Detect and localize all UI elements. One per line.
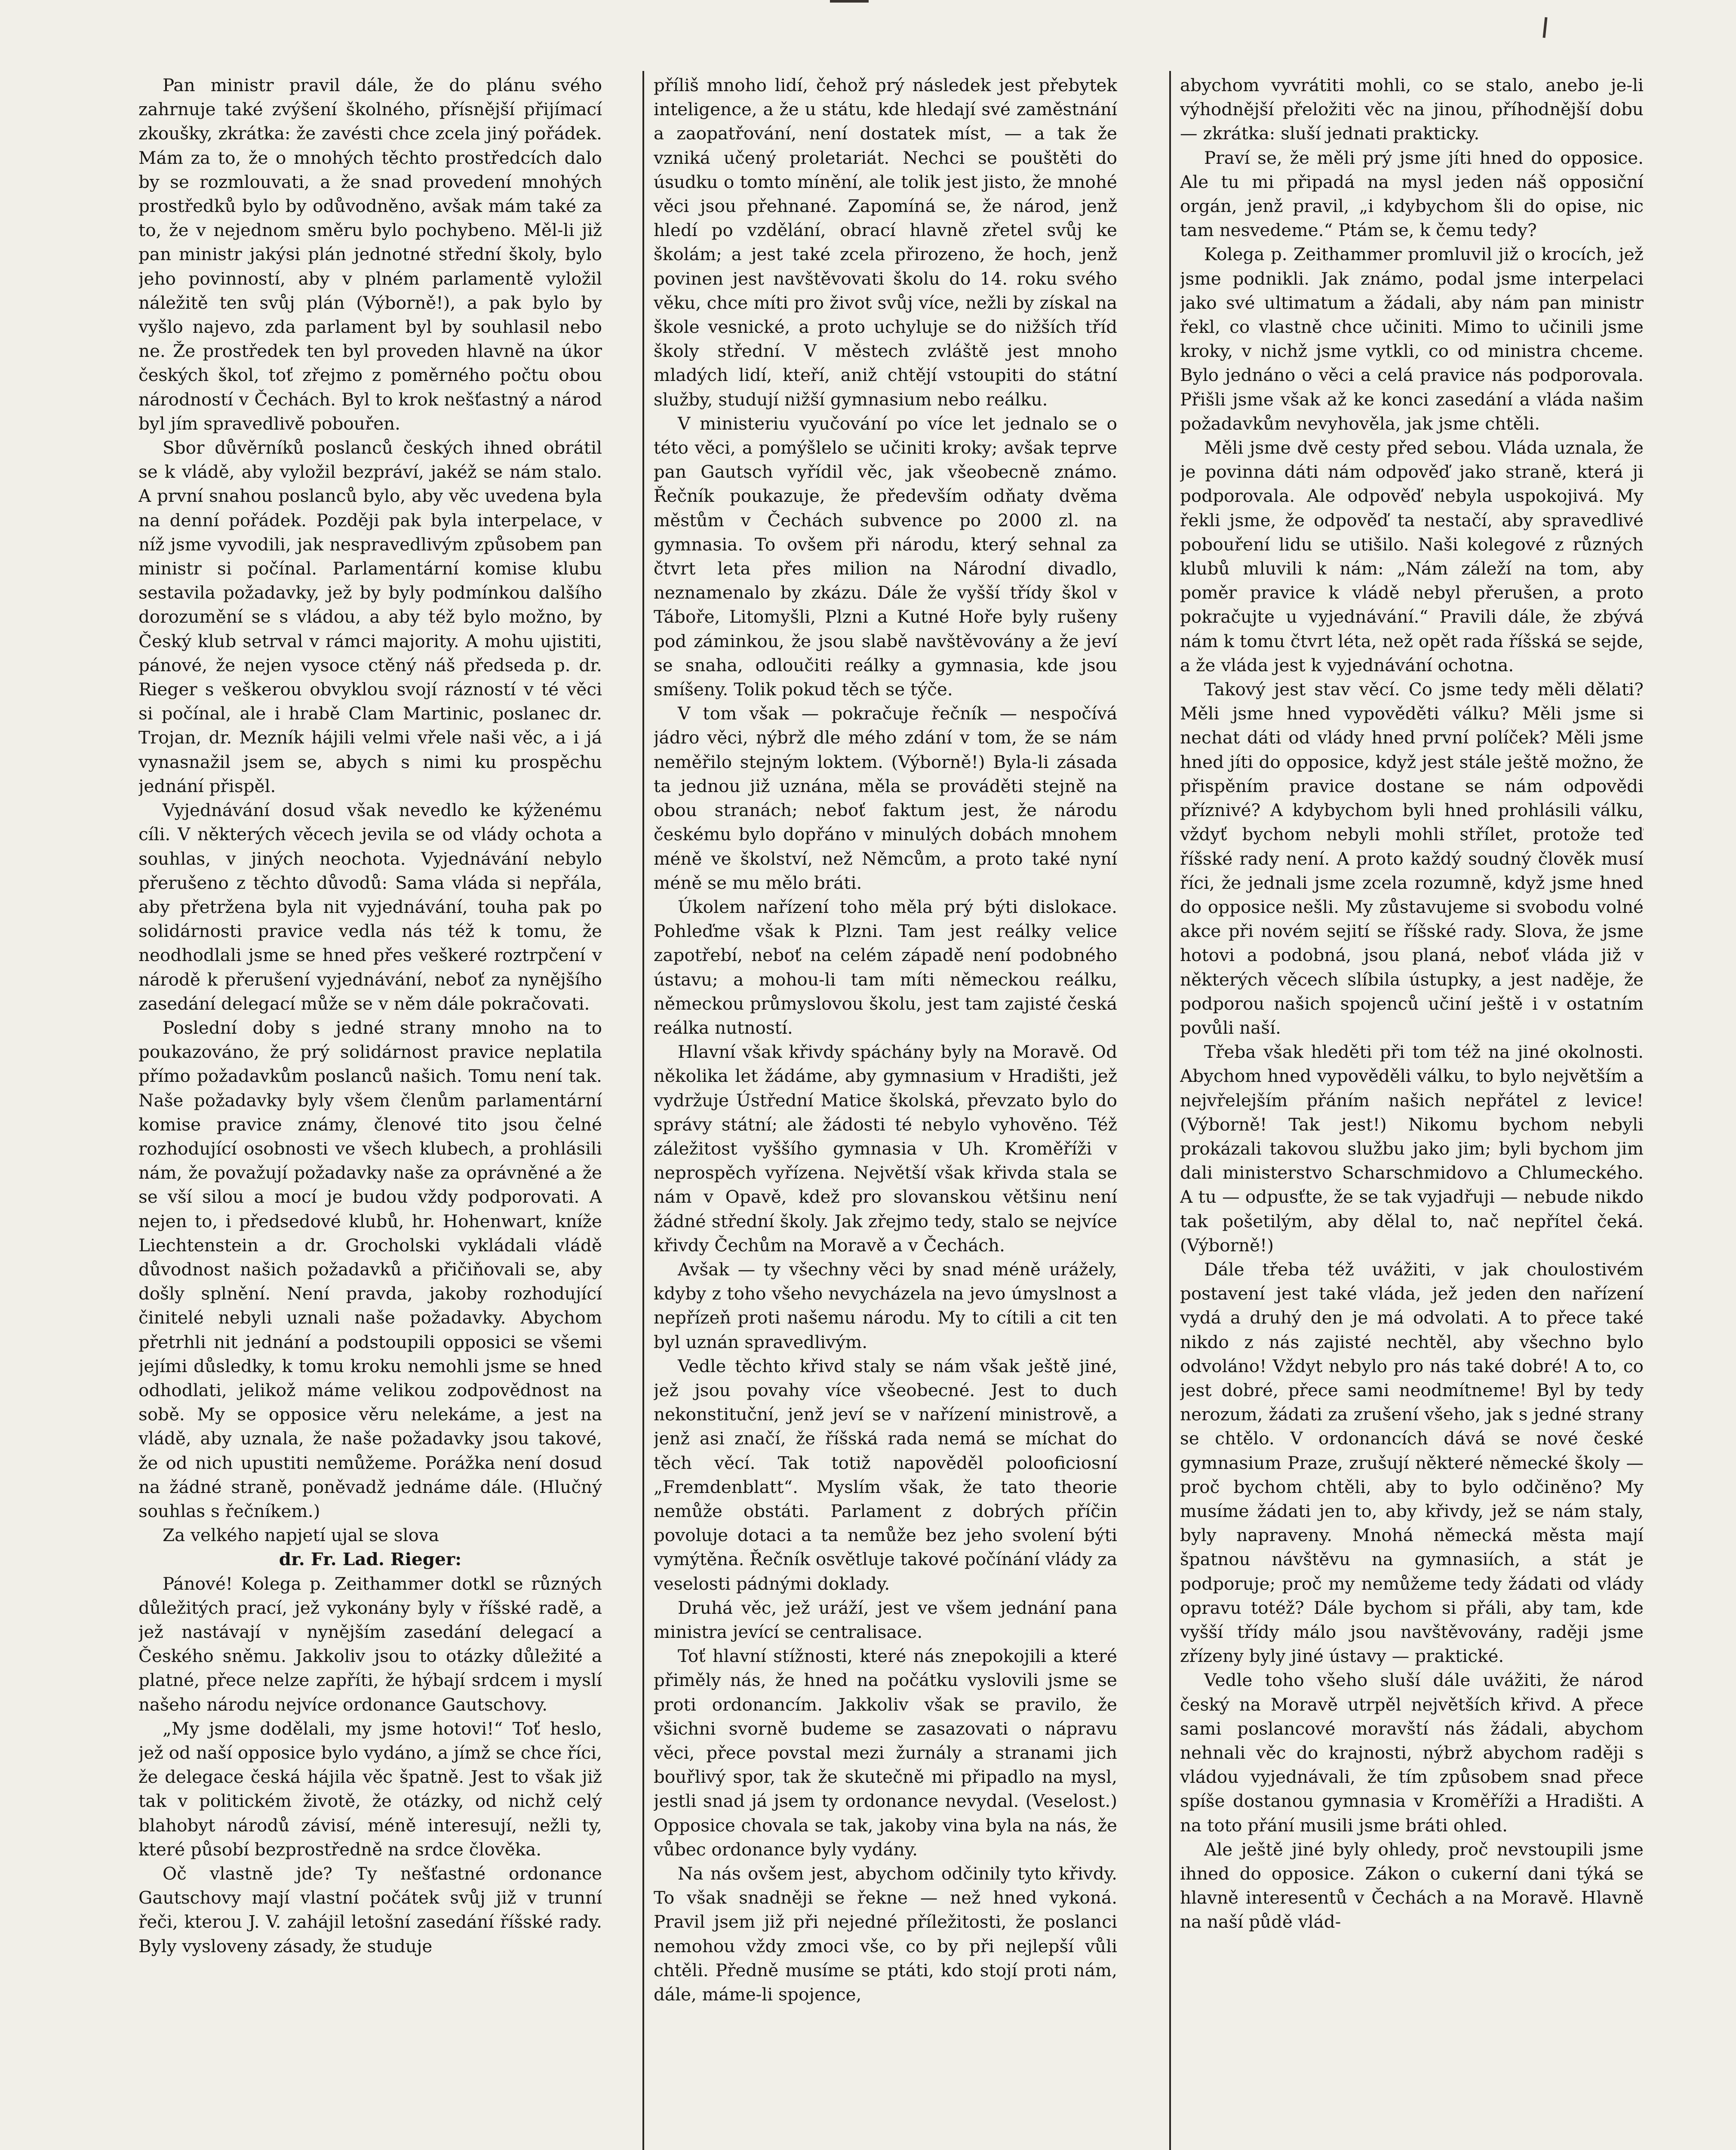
article-paragraph: Toť hlavní stížnosti, které nás znepokojili a které přiměly nás, že hned na počátku vyslovili jsme se proti ordonancím. Jakkoliv však se pravilo, že všichni svorně budeme se zasazovati o nápravu věci, přece povstal mezi žurnály a stranami jich bouřlivý spor, tak že skutečně mi připadlo na mysl, jestli snad já jsem ty ordonance nevydal. (Veselost.) Opposice chovala se tak, jakoby vina byla na nás, že vůbec ordonance byly vydány. [654, 1646, 1117, 1860]
article-paragraph: Pan ministr pravil dále, že do plánu svého zahrnuje také zvýšení školného, přísnější přijímací zkoušky, zkrátka: že zavésti chce zcela jiný pořádek. Mám za to, že o mnohých těchto prostředcích dalo by se rozmlouvati, a že snad provedení mnohých prostředků bylo by odůvodněno, avšak mám také za to, že v nejednom směru bylo pochybeno. Měl-li již pan ministr jakýsi plán jednotné střední školy, bylo jeho povinností, aby v plném parlamentě vyložil náležitě ten svůj plán (Výborně!), a pak bylo by vyšlo najevo, zda parlament byl by souhlasil nebo ne. Že prostředek ten byl proveden hlavně na úkor českých škol, toť zřejmo z poměrného počtu obou národností v Čechách. Byl to krok nešťastný a národ byl jím spravedlivě pobouřen. [138, 75, 602, 434]
article-paragraph: Oč vlastně jde? Ty nešťastné ordonance Gautschovy mají vlastní počátek svůj již v trunní řeči, kterou J. V. zahájil letošní zasedání říšské rady. Byly vysloveny zásady, že studuje [138, 1863, 602, 1956]
text-column-middle [654, 73, 1117, 2150]
article-paragraph: Poslední doby s jedné strany mnoho na to poukazováno, že prý solidárnost pravice neplatila přímo požadavkům poslanců našich. Tomu není tak. Naše požadavky byly všem členům parlamentární komise pravice známy, členové tito jsou čelné rozhodující osobnosti ve všech klubech, a prohlásili nám, že považují požadavky naše za oprávněné a že se vší silou a mocí je budou vždy podporovati. A nejen to, i předsedové klubů, hr. Hohenwart, kníže Liechtenstein a dr. Grocholski vykládali vládě důvodnost našich požadavků a přičiňovali se, aby došly splnění. Není pravda, jakoby rozhodující činitelé nebyli uznali naše požadavky. Abychom přetrhli nit jednání a podstoupili opposici se všemi jejími důsledky, k tomu kroku nemohli jsme se hned odhodlati, jelikož máme velikou zodpovědnost na sobě. My se opposice věru nelekáme, a jest na vládě, aby uznala, že naše požadavky jsou takové, že od nich upustiti nemůžeme. Porážka není dosud na žádné straně, poněvadž jednáme dále. (Hlučný souhlas s řečníkem.) [138, 1017, 602, 1521]
article-paragraph: Na nás ovšem jest, abychom odčinily tyto křivdy. To však snadněji se řekne — než hned vykoná. Pravil jsem již při nejedné příležitosti, že poslanci nemohou vždy zmoci vše, co by při nejlepší vůli chtěli. Předně musíme se ptáti, kdo stojí proti nám, dále, máme-li spojence, [654, 1863, 1117, 2005]
article-paragraph: Měli jsme dvě cesty před sebou. Vláda uznala, že je povinna dáti nám odpověď jako straně, která ji podporovala. Ale odpověď nebyla uspokojivá. My řekli jsme, že odpověď ta nestačí, aby spravedlivé pobouření lidu se utišilo. Naši kolegové z různých klubů mluvili k nám: „Nám záleží na tom, aby poměr pravice k vládě nebyl přerušen, a proto pokračujte u vyjednávání.“ Pravili dále, že zbývá nám k tomu čtvrt léta, než opět rada říšská se sejde, a že vláda jest k vyjednávání ochotna. [1180, 437, 1644, 676]
article-paragraph: Úkolem nařízení toho měla prý býti dislokace. Pohleďme však k Plzni. Tam jest reálky velice zapotřebí, neboť na celém západě není podobného ústavu; a mohou-li tam míti německou reálku, německou průmyslovou školu, jest tam zajisté česká reálka nutností. [654, 896, 1117, 1038]
article-paragraph: Pánové! Kolega p. Zeithammer dotkl se různých důležitých prací, jež vykonány byly v říšské radě, a jež nastávají v nynějším zasedání delegací a Českého sněmu. Jakkoliv jsou to otázky důležité a platné, přece nelze zapříti, že hýbají srdcem i myslí našeho národu nejvíce ordonance Gautschovy. [138, 1573, 602, 1715]
article-paragraph: Třeba však hleděti při tom též na jiné okolnosti. Abychom hned vypověděli válku, to bylo největším a nejvřelejším přáním našich nepřátel z levice! (Výborně! Tak jest!) Nikomu bychom nebyli prokázali takovou službu jako jim; byli bychom jim dali ministerstvo Scharschmidovo a Chlumeckého. A tu — odpusťte, že se tak vyjadřuji — nebude nikdo tak pošetilým, aby dělal to, nač nepřítel čeká. (Výborně!) [1180, 1041, 1644, 1256]
article-paragraph: Druhá věc, jež uráží, jest ve všem jednání pana ministra jevící se centralisace. [654, 1597, 1117, 1642]
text-column-right [1180, 73, 1644, 2150]
speaker-heading: dr. Fr. Lad. Rieger: [279, 1549, 462, 1570]
article-paragraph: Takový jest stav věcí. Co jsme tedy měli dělati? Měli jsme hned vypověděti válku? Měli jsme si nechat dáti od vlády hned první políček? Měli jsme hned jíti do opposice, když jest stále ještě možno, že přispěním pravice dostane se nám odpovědi příznivé? A kdybychom byli hned prohlásili válku, vždyť bychom nebyli mohli střílet, protože teď říšské rady není. A proto každý soudný člověk musí říci, že jednali jsme zcela rozumně, když jsme hned do opposice nešli. My zůstavujeme si svobodu volné akce při novém sejití se říšské rady. Slova, že jsme hotovi a podobná, jsou planá, neboť vláda již v některých věcech slíbila ústupky, a jest naděje, že podporou našich spojenců učiní ještě i v ostatním povůli naší. [1180, 679, 1644, 1038]
article-paragraph: Vedle těchto křivd staly se nám však ještě jiné, jež jsou povahy více všeobecné. Jest to duch nekonstituční, jenž jeví se v nařízení ministrově, a jenž asi značí, že říšská rada nemá se míchat do těch věcí. Tak totiž napověděl polooficiosní „Fremdenblatt“. Myslím však, že tato theorie nemůže obstáti. Parlament z dobrých příčin povoluje dotaci a ta nemůže bez jeho svolení býti vymýtěna. Řečník osvětluje takové počínání vlády za veselosti pádnými doklady. [654, 1355, 1117, 1594]
article-paragraph: Kolega p. Zeithammer promluvil již o krocích, jež jsme podnikli. Jak známo, podal jsme interpelaci jako své ultimatum a žádali, aby nám pan ministr řekl, co vlastně chce učiniti. Mimo to učinili jsme kroky, v nichž jsme vytkli, co od ministra chceme. Bylo jednáno o věci a celá pravice nás podporovala. Přišli jsme však až ke konci zasedání a vláda našim požadavkům nevyhověla, jak jsme chtěli. [1180, 244, 1644, 434]
article-paragraph: V tom však — pokračuje řečník — nespočívá jádro věci, nýbrž dle mého zdání v tom, že se nám neměřilo stejným loktem. (Výborně!) Byla-li zásada ta jednou již uznána, měla se prováděti stejně na obou stranách; neboť faktum jest, že národu českému bylo dopřáno v minulých dobách mnohem méně ve školství, než Němcům, a proto také nyní méně se mu mělo bráti. [654, 703, 1117, 893]
article-paragraph: Dále třeba též uvážiti, v jak choulostivém postavení jest také vláda, jež jeden den nařízení vydá a druhý den je má odvolati. A to přece také nikdo z nás zajisté nechtěl, aby všechno bylo odvoláno! Vždyt nebylo pro nás také dobré! A to, co jest dobré, přece sami neodmítneme! Byl by tedy nerozum, žádati za zrušení všeho, jak s jedné strany se chtělo. V ordonancích dává se nové české gymnasium Praze, zrušují některé německé školy — proč bychom chtěli, aby to bylo odčiněno? My musíme žádati jen to, aby křivdy, jež se nám staly, byly napraveny. Mnohá německá města mají špatnou návštěvu na gymnasiích, a stát je podporuje; proč my nemůžeme tedy žádati od vlády opravu totéž? Dále bychom si přáli, aby tam, kde vyšší třídy málo jsou navštěvovány, raději jsme zřízeny byly jiné ústavy — praktické. [1180, 1259, 1644, 1667]
article-paragraph: V ministeriu vyučování po více let jednalo se o této věci, a pomýšlelo se učiniti kroky; avšak teprve pan Gautsch vyřídil věc, jak všeobecně známo. Řečník poukazuje, že především odňaty dvěma městům v Čechách subvence po 2000 zl. na gymnasia. To ovšem při národu, který sehnal za čtvrt leta přes milion na Národní divadlo, neznamenalo by zkázu. Dále že vyšší třídy škol v Táboře, Litomyšli, Plzni a Kutné Hoře byly rušeny pod záminkou, že jsou slabě navštěvovány a že jeví se snaha, odloučiti reálky a gymnasia, kde jsou smíšeny. Tolik pokud těch se týče. [654, 413, 1117, 700]
article-paragraph: Hlavní však křivdy spáchány byly na Moravě. Od několika let žádáme, aby gymnasium v Hradišti, jež vydržuje Ústřední Matice školská, převzato bylo do správy státní; ale žádosti té nebylo vyhověno. Též záležitost vyššího gymnasia v Uh. Kroměříži v neprospěch vyřízena. Největší však křivda stala se nám v Opavě, kdež pro slovanskou většinu není žádné střední školy. Jak zřejmo tedy, stalo se nejvíce křivdy Čechům na Moravě a v Čechách. [654, 1041, 1117, 1256]
article-paragraph: Za velkého napjetí ujal se slova [163, 1525, 439, 1546]
column-divider-left [642, 71, 644, 2150]
article-paragraph: Praví se, že měli prý jsme jíti hned do opposice. Ale tu mi připadá na mysl jeden náš opposiční orgán, jenž pravil, „i kdybychom šli do opise, nic tam nesvedeme.“ Ptám se, k čemu tedy? [1180, 147, 1644, 241]
article-paragraph: Ale ještě jiné byly ohledy, proč nevstoupili jsme ihned do opposice. Zákon o cukerní dani týká se hlavně interesentů v Čechách a na Moravě. Hlavně na naší půdě vlád- [1180, 1839, 1644, 1932]
article-paragraph: Vyjednávání dosud však nevedlo ke kýženému cíli. V některých věcech jevila se od vlády ochota a souhlas, v jiných neochota. Vyjednávání nebylo přerušeno z těchto důvodů: Sama vláda si nepřála, aby přetržena byla nit vyjednávání, touha pak po solidárnosti pravice vedla nás též k tomu, že neodhodlali jsme se hned přes veškeré roztrpčení v národě k přerušení vyjednávání, neboť za nynějšího zasedání delegací může se v něm dále pokračovati. [138, 800, 602, 1014]
article-paragraph: Avšak — ty všechny věci by snad méně urážely, kdyby z toho všeho nevycházela na jevo úmyslnost a nepřízeň proti našemu národu. My to cítili a cit ten byl uznán spravedlivým. [654, 1259, 1117, 1352]
article-paragraph: Sbor důvěrníků poslanců českých ihned obrátil se k vládě, aby vyložil bezpráví, jakéž se nám stalo. A první snahou poslanců bylo, aby věc uvedena byla na denní pořádek. Později pak byla interpelace, v níž jsme vyvodili, jak nespravedlivým způsobem pan ministr si počínal. Parlamentární komise klubu sestavila požadavky, jež by byly podmínkou dalšího dorozumění se s vládou, a aby též bylo možno, by Český klub setrval v rámci majority. A mohu ujistiti, pánové, že nejen vysoce ctěný náš předseda p. dr. Rieger s veškerou obvyklou svojí rázností v té věci si počínal, ale i hrabě Clam Martinic, poslanec dr. Trojan, dr. Mezník hájili velmi vřele naši věc, a i já vynasnažil jsem se, abych s nimi ku prospěchu jednání přispěl. [138, 437, 602, 796]
text-column-left [138, 73, 602, 2150]
article-paragraph: příliš mnoho lidí, čehož prý následek jest přebytek inteligence, a že u státu, kde hledají své zaměstnání a zaopatřování, není dostatek míst, — a tak že vzniká učený proletariát. Nechci se pouštěti do úsudku o tomto mínění, ale tolik jest jisto, že mnohé věci jsou přehnané. Zapomíná se, že národ, jenž hledí po vzdělání, obrací hlavně zřetel svůj ke školám; a jest také zcela přirozeno, že hoch, jenž povinen jest navštěvovati školu do 14. roku svého věku, chce míti pro život svůj více, nežli by získal na škole vesnické, a proto uchyluje se do nižších tříd školy střední. V městech zvláště jest mnoho mladých lidí, kteří, aniž chtějí vstoupiti do státní služby, studují nižší gymnasium nebo reálku. [654, 75, 1117, 410]
article-paragraph: Vedle toho všeho sluší dále uvážiti, že národ český na Moravě utrpěl největších křivd. A přece sami poslancové moravští nás žádali, abychom nehnali věc do krajnosti, nýbrž abychom raději s vládou vyjednávali, že tím způsobem snad přece spíše dostanou gymnasia v Kroměříži a Hradišti. A na toto přání musili jsme bráti ohled. [1180, 1670, 1644, 1836]
column-divider-right [1169, 71, 1171, 2150]
corner-print-mark [1543, 17, 1548, 38]
article-paragraph: „My jsme dodělali, my jsme hotovi!“ Toť heslo, jež od naší opposice bylo vydáno, a jímž se chce říci, že delegace česká hájila věc špatně. Jest to však již tak v politickém životě, že otázky, od nichž celý blahobyt národů závisí, méně interesují, nežli ty, které působí bezprostředně na srdce člověka. [138, 1718, 602, 1860]
article-paragraph: abychom vyvrátiti mohli, co se stalo, anebo je-li výhodnější přeložiti věc na jinou, příhodnější dobu — zkrátka: sluší jednati prakticky. [1180, 75, 1644, 144]
top-print-mark [830, 0, 869, 3]
